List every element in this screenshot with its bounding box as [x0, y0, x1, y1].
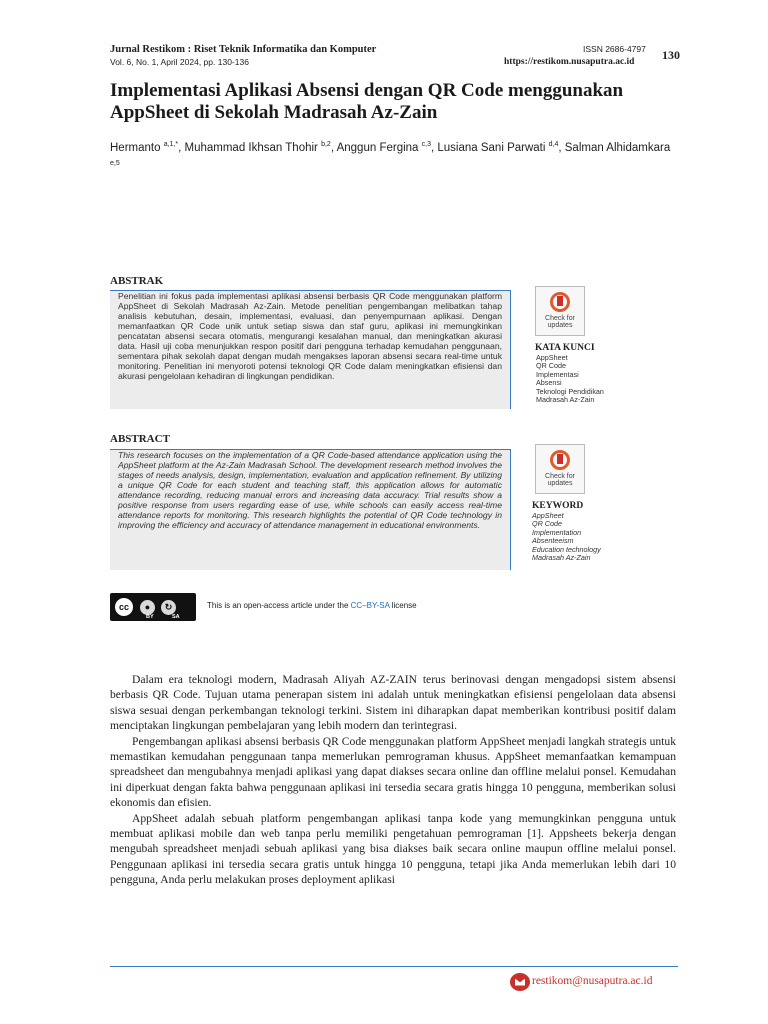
mail-icon [510, 973, 530, 991]
license-link[interactable]: CC–BY-SA [350, 601, 390, 610]
abstract-box [110, 449, 511, 570]
author-name: Muhammad Ikhsan Thohir [184, 141, 318, 154]
body-text [110, 672, 676, 888]
journal-volume: Vol. 6, No. 1, April 2024, pp. 130-136 [110, 57, 249, 67]
keyword: Madrasah Az-Zain [536, 395, 595, 405]
keyword-heading: KEYWORD [532, 501, 584, 511]
badge-label: Check for updates [545, 473, 575, 487]
abstrak-box [110, 290, 511, 409]
journal-url[interactable]: https://restikom.nusaputra.ac.id [504, 57, 635, 67]
cc-sa-label: SA [172, 614, 180, 620]
paragraph: Dalam era teknologi modern, Madrasah Aliyah AZ-ZAIN terus berinovasi dengan mengadopsi sistem absensi berbasis QR Code. Tujuan utama penerapan sistem ini adalah untuk meningkatkan efisiensi pengelolaan data absensi siswa sesuai dengan perkembangan teknologi terkini. Sistem ini diharapkan dapat memberikan kontribusi positif dalam menciptakan lingkungan pembelajaran yang lebih modern dan terintegrasi. [110, 673, 676, 733]
author-affiliation: e,5 [110, 159, 120, 167]
keyword: Implementation [532, 527, 582, 537]
badge-label: Check for updates [545, 315, 575, 329]
abstract-text: This research focuses on the implementation of a QR Code-based attendance application using the AppSheet platform at the Az-Zain Madrasah School. The development research method involves the stages of needs analysis, design, implementation, evaluation and application refinement. By utilizing a unique QR Code for each student and teaching staff, this application allows for automatic attendance recording, reducing manual errors and increasing data accuracy. Trial results show a positive response from users regarding ease of use, while schools can easily access real-time attendance reports for monitoring. This research highlights the potential of QR Code technology in improving the efficiency and accuracy of attendance management in educational environments. [118, 450, 502, 530]
license-statement: This is an open-access article under the CC–BY-SA license [207, 601, 417, 610]
author-name: Hermanto [110, 141, 161, 154]
abstrak-heading: ABSTRAK [110, 275, 164, 287]
page-number: 130 [662, 48, 680, 62]
keyword: Implementasi [536, 369, 579, 379]
author-affiliation: c,3 [421, 141, 431, 148]
crossmark-icon [550, 292, 570, 312]
keyword: Absensi [536, 378, 562, 388]
keyword-list [532, 512, 601, 562]
keyword: Education technology [532, 544, 601, 554]
author-name: Lusiana Sani Parwati [437, 141, 546, 154]
author-list: Hermanto $^{a,1,*}$, Muhammad Ikhsan Thohir $^{b,2}$, Anggun Fergina $^{c,3}$, Lusiana Sani Parwati $^{d,4}$, Salman Alhidamkara $^{e,5}$ [110, 141, 671, 167]
keyword: Teknologi Pendidikan [536, 386, 604, 396]
kata-kunci-heading: KATA KUNCI [535, 343, 595, 353]
journal-name: Jurnal Restikom : Riset Teknik Informatika dan Komputer [110, 44, 377, 55]
paragraph: AppSheet adalah sebuah platform pengembangan aplikasi tanpa kode yang memungkinkan pengguna untuk membuat aplikasi mobile dan web tanpa perlu memiliki pengetahuan pemrograman [1]. Appsheets bekerja dengan mengubah spreadsheet menjadi sebuah aplikasi yang bisa diakses baik secara online maupun offline melalui ponsel. Penggunaan aplikasi ini tersedia secara gratis untuk hingga 10 pengguna, tetapi jika Anda memerlukan lebih dari 10 pengguna, Anda perlu melakukan proses deployment aplikasi [110, 811, 676, 887]
author-name: Salman Alhidamkara [564, 141, 671, 154]
check-for-updates-badge[interactable] [535, 286, 585, 336]
keyword: Absenteeism [532, 536, 574, 546]
author-name: Anggun Fergina [336, 141, 419, 154]
check-for-updates-badge[interactable] [535, 444, 585, 494]
share-alike-icon: ↻ [160, 599, 177, 616]
author-affiliation: b,2 [321, 141, 331, 148]
cc-logo-icon: cc [113, 596, 135, 618]
author-affiliation: a,1,* [163, 141, 179, 148]
kata-kunci-list [536, 354, 604, 404]
keyword: QR Code [536, 361, 566, 371]
keyword: QR Code [532, 519, 562, 529]
keyword: Madrasah Az-Zain [532, 553, 591, 563]
author-affiliation: d,4 [548, 141, 559, 148]
keyword: AppSheet [532, 511, 564, 520]
abstrak-text: Penelitian ini fokus pada implementasi aplikasi absensi berbasis QR Code menggunakan platform AppSheet di Sekolah Madrasah Az-Zain. Metode penelitian pengembangan melibatkan tahap analisis kebutuhan, desain, implementasi, evaluasi, dan penyempurnaan aplikasi. Dengan memanfaatkan QR Code unik untuk setiap siswa dan staf guru, aplikasi ini memungkinkan pencatatan absensi secara otomatis, mengurangi kesalahan manual, dan meningkatkan akurasi data. Hasil uji coba menunjukkan respon positif dari pengguna terhadap kemudahan penggunaan, sementara pihak sekolah dapat dengan mudah mengakses laporan absensi secara real-time untuk monitoring. Penelitian ini menyoroti potensi teknologi QR Code dalam meningkatkan efisiensi dan akurasi pengelolaan kehadiran di lingkungan pendidikan. [118, 291, 502, 381]
by-attribution-icon: ● [139, 599, 156, 616]
journal-issn: ISSN 2686-4797 [583, 44, 646, 54]
cc-by-label: BY [146, 614, 154, 620]
contact-email[interactable]: restikom@nusaputra.ac.id [532, 975, 653, 987]
paper-title: Implementasi Aplikasi Absensi dengan QR Code menggunakan AppSheet di Sekolah Madrasah Az-Zain [110, 80, 624, 123]
keyword: AppSheet [536, 353, 568, 362]
paragraph: Pengembangan aplikasi absensi berbasis QR Code menggunakan platform AppSheet menjadi langkah strategis untuk memastikan kemudahan penggunaan tanpa memerlukan pemrograman khusus. AppSheet memanfaatkan kemampuan spreadsheet dan mengubahnya menjadi aplikasi yang dapat diakses secara online dan offline melalui ponsel. Kemudahan ini diperkuat dengan fakta bahwa penggunaan aplikasi ini tersedia secara gratis hingga 10 pengguna, memberikan solusi ekonomis dan efisien. [110, 734, 676, 810]
crossmark-icon [550, 450, 570, 470]
abstract-heading: ABSTRACT [110, 433, 170, 445]
footer-divider [110, 966, 678, 967]
